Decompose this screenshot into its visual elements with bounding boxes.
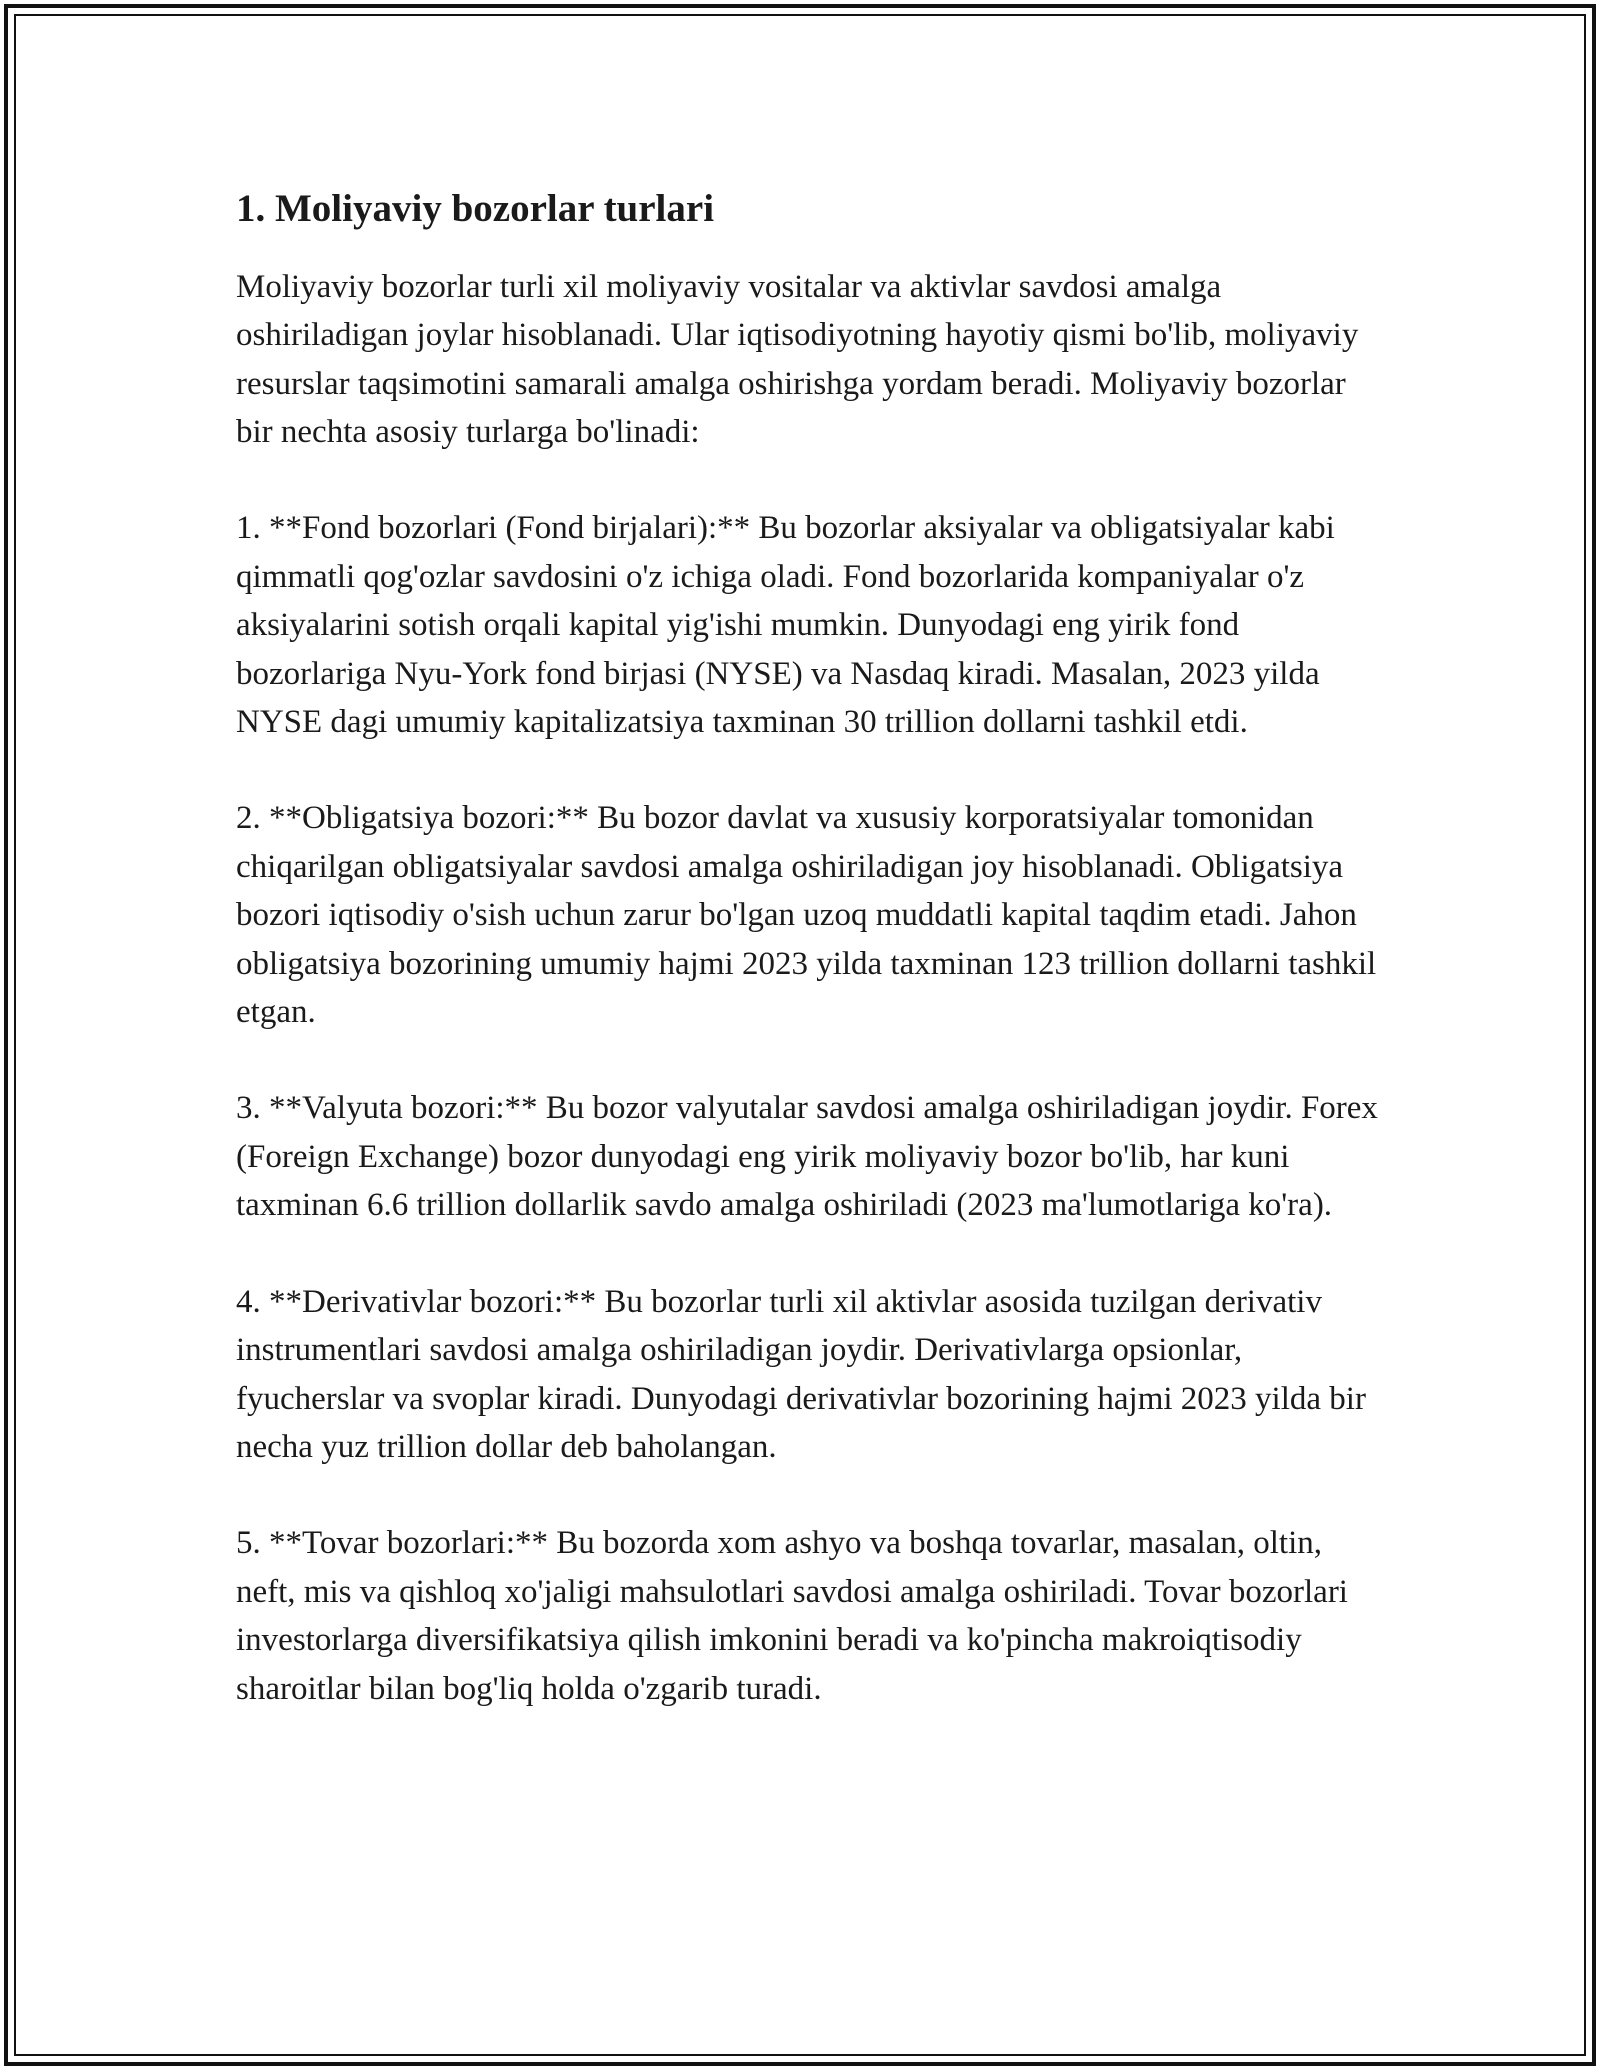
- list-item-derivativlar-bozori: 4. **Derivativlar bozori:** Bu bozorlar turli xil aktivlar asosida tuzilgan derivativ instrumentlari savdosi amalga oshiriladigan joydir. Derivativlarga opsionlar, fyucherslar va svoplar kiradi. Dunyodagi derivativlar bozorining hajmi 2023 yilda bir necha yuz trillion dollar deb baholangan.: [236, 1283, 1366, 1465]
- intro-paragraph: Moliyaviy bozorlar turli xil moliyaviy vositalar va aktivlar savdosi amalga oshiriladigan joylar hisoblanadi. Ular iqtisodiyotning hayotiy qismi bo'lib, moliyaviy resurslar taqsimotini samarali amalga oshirishga yordam beradi. Moliyaviy bozorlar bir nechta asosiy turlarga bo'linadi:: [236, 268, 1359, 451]
- list-item-fond-bozorlari: 1. **Fond bozorlari (Fond birjalari):** Bu bozorlar aksiyalar va obligatsiyalar kabi qimmatli qog'ozlar savdosini o'z ichiga oladi. Fond bozorlarida kompaniyalar o'z aksiyalarini sotish orqali kapital yig'ishi mumkin. Dunyodagi eng yirik fond bozorlariga Nyu-York fond birjasi (NYSE) va Nasdaq kiradi. Masalan, 2023 yilda NYSE dagi umumiy kapitalizatsiya taxminan 30 trillion dollarni tashkil etdi.: [236, 510, 1335, 741]
- list-item-valyuta-bozori: 3. **Valyuta bozori:** Bu bozor valyutalar savdosi amalga oshiriladigan joydir. Forex (Foreign Exchange) bozor dunyodagi eng yirik moliyaviy bozor bo'lib, har kuni taxminan 6.6 trillion dollarlik savdo amalga oshiriladi (2023 ma'lumotlariga ko'ra).: [236, 1090, 1378, 1224]
- section-heading: 1. Moliyaviy bozorlar turlari: [236, 187, 715, 230]
- document-body: [236, 186, 1386, 1761]
- list-item-tovar-bozorlari: 5. **Tovar bozorlari:** Bu bozorda xom ashyo va boshqa tovarlar, masalan, oltin, neft, mis va qishloq xo'jaligi mahsulotlari savdosi amalga oshiriladi. Tovar bozorlari investorlarga diversifikatsiya qilish imkonini beradi va ko'pincha makroiqtisodiy sharoitlar bilan bog'liq holda o'zgarib turadi.: [236, 1525, 1348, 1707]
- list-item-obligatsiya-bozori: 2. **Obligatsiya bozori:** Bu bozor davlat va xususiy korporatsiyalar tomonidan chiqarilgan obligatsiyalar savdosi amalga oshiriladigan joy hisoblanadi. Obligatsiya bozori iqtisodiy o'sish uchun zarur bo'lgan uzoq muddatli kapital taqdim etadi. Jahon obligatsiya bozorining umumiy hajmi 2023 yilda taxminan 123 trillion dollarni tashkil etgan.: [236, 800, 1377, 1031]
